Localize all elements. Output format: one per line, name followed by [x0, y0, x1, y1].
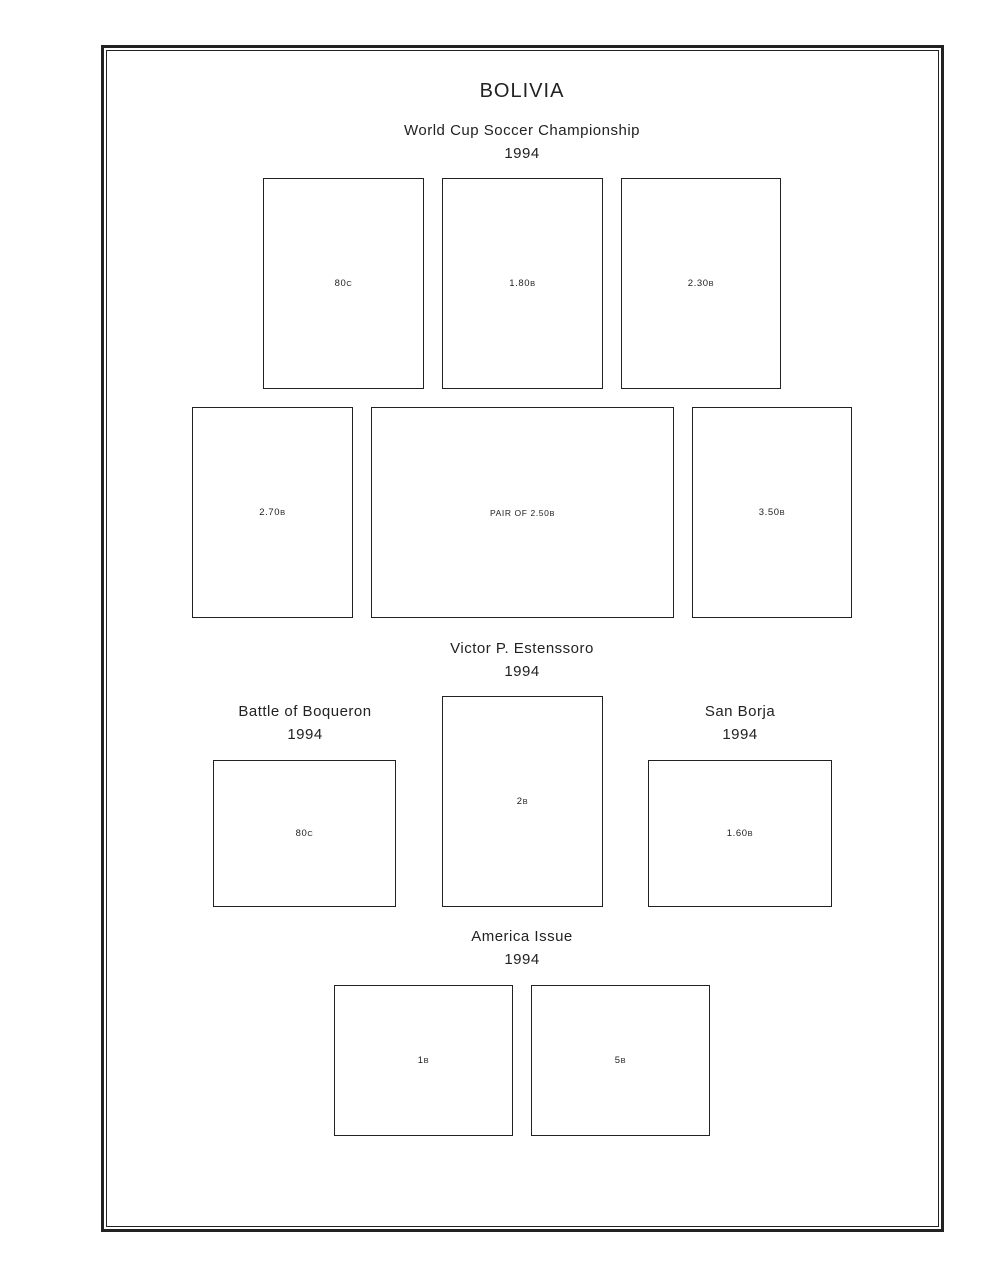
section-heading-boqueron [205, 700, 405, 746]
stamp-denomination: 2.30B [687, 278, 715, 289]
section-title: San Borja [704, 703, 776, 720]
stamp-denomination: 1.60B [726, 828, 754, 839]
stamp-space-pair [371, 407, 674, 618]
stamp-space [648, 760, 832, 907]
page-title: BOLIVIA [479, 80, 565, 102]
section-year: 1994 [504, 951, 540, 968]
section-title: Battle of Boqueron [238, 703, 372, 720]
stamp-space [192, 407, 353, 618]
stamp-denomination: 2B [516, 796, 529, 807]
stamp-denomination: 3.50B [758, 507, 786, 518]
stamp-space [334, 985, 513, 1136]
stamp-space [692, 407, 852, 618]
stamp-denomination: 80C [295, 828, 314, 839]
stamp-denomination: 5B [614, 1055, 627, 1066]
section-title: America Issue [471, 928, 573, 945]
stamp-space [263, 178, 424, 389]
stamp-denomination: PAIR OF 2.50B [489, 507, 556, 518]
section-year: 1994 [722, 726, 758, 743]
section-year: 1994 [504, 145, 540, 162]
section-heading-world-cup [322, 119, 722, 165]
stamp-space [442, 696, 603, 907]
section-title: World Cup Soccer Championship [404, 122, 640, 139]
section-year: 1994 [287, 726, 323, 743]
stamp-denomination: 80C [334, 278, 353, 289]
section-heading-san-borja [640, 700, 840, 746]
stamp-space [531, 985, 710, 1136]
section-heading-america [372, 925, 672, 971]
section-year: 1994 [504, 663, 540, 680]
section-heading-estenssoro [372, 637, 672, 683]
stamp-space [213, 760, 396, 907]
stamp-denomination: 1B [417, 1055, 430, 1066]
stamp-space [621, 178, 781, 389]
stamp-denomination: 2.70B [259, 507, 286, 518]
stamp-space [442, 178, 603, 389]
stamp-denomination: 1.80B [509, 278, 536, 289]
section-title: Victor P. Estenssoro [450, 640, 594, 657]
